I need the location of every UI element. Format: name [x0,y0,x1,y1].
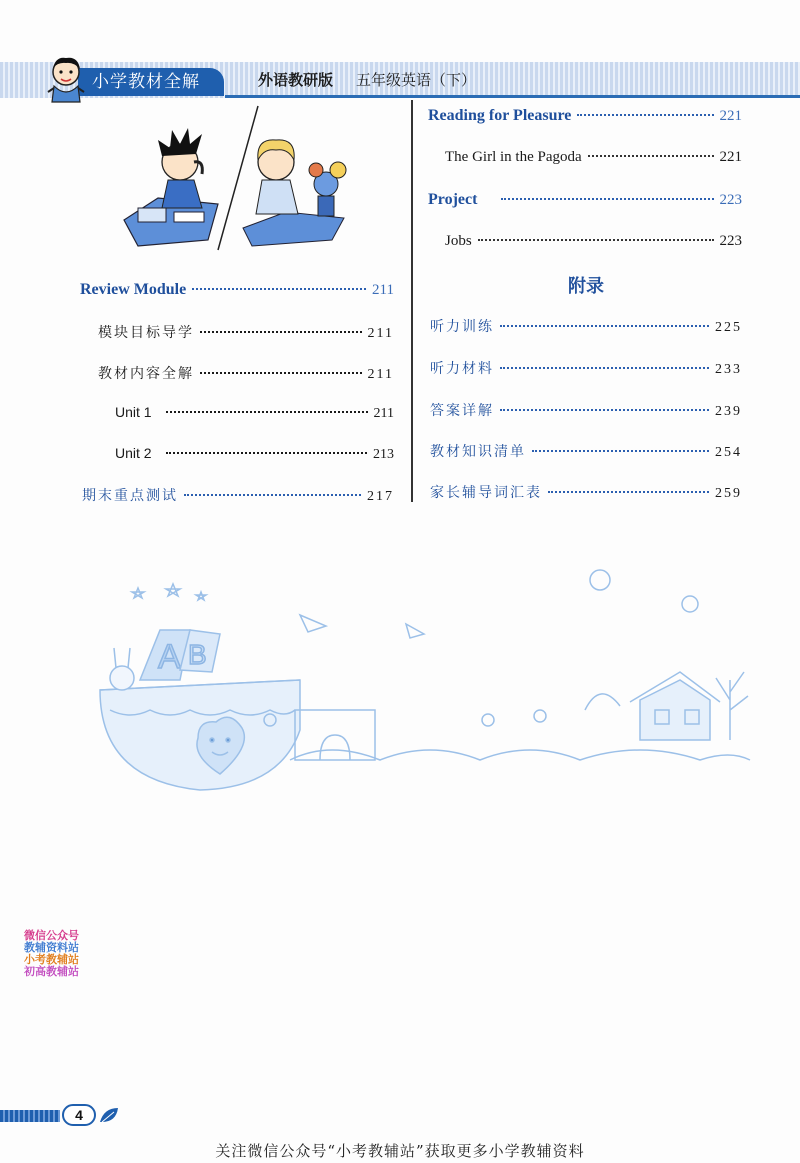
leader-dots [478,239,714,241]
leader-dots [200,372,362,374]
edition-label: 外语教研版 [258,71,334,89]
toc-entry-page: 211 [367,367,394,382]
toc-entry-label: 答案详解 [430,403,494,419]
toc-entry-page: 211 [367,326,394,341]
leader-dots [588,155,714,157]
toc-entry-label: The Girl in the Pagoda [445,149,582,165]
toc-entry-unit-2[interactable] [115,445,394,467]
toc-entry-page: 221 [719,108,742,124]
toc-entry-label: Unit 2 [115,445,152,461]
toc-entry-listening-training[interactable] [430,316,742,338]
svg-text:A: A [158,638,181,676]
toc-entry-girl-in-pagoda[interactable] [445,149,742,171]
footer-note: 关注微信公众号“小考教辅站”获取更多小学教辅资料 [215,1142,585,1160]
toc-entry-label: 听力材料 [430,361,494,377]
leaf-icon [98,1104,120,1126]
leader-dots [577,114,713,116]
leader-dots [500,325,709,327]
leader-dots [200,331,362,333]
phone-call-illustration [118,100,368,260]
watermark-line: 微信公众号 [24,929,79,942]
toc-entry-label: Reading for Pleasure [428,107,572,124]
watermark-line: 初高教辅站 [24,965,79,978]
toc-entry-label: 模块目标导学 [98,325,194,341]
toc-entry-page: 223 [719,192,742,208]
toc-entry-page: 211 [373,406,394,421]
leader-dots [192,288,366,290]
leader-dots [166,452,367,454]
page-number: 4 [62,1104,96,1126]
toc-entry-label: Review Module [80,281,187,298]
toc-entry-answer-details[interactable] [430,400,742,422]
toc-entry-page: 213 [373,447,394,462]
leader-dots [501,198,713,200]
toc-entry-page: 254 [715,445,742,460]
toc-entry-label: 家长辅导词汇表 [430,485,542,501]
toc-entry-label: 教材内容全解 [98,366,194,382]
watermark-line: 教辅资料站 [24,941,79,954]
leader-dots [532,450,709,452]
svg-text:B: B [188,639,207,670]
leader-dots [166,411,368,413]
toc-entry-page: 217 [367,489,394,504]
toc-entry-label: 听力训练 [430,319,494,335]
toc-entry-parent-vocabulary[interactable] [430,482,742,504]
toc-entry-knowledge-list[interactable] [430,441,742,463]
leader-dots [500,409,709,411]
toc-entry-textbook-content[interactable] [98,363,394,385]
toc-entry-label: Unit 1 [115,404,152,420]
toc-entry-project[interactable] [428,191,742,213]
footer-band [0,1104,800,1126]
watermark-stack [24,930,79,978]
toc-entry-page: 221 [719,149,742,165]
appendix-title: 附录 [568,276,604,297]
grade-label: 五年级英语（下） [356,71,477,89]
watermark-line: 小考教辅站 [24,953,79,966]
toc-entry-listening-materials[interactable] [430,358,742,380]
boy-mascot-icon [40,52,92,104]
leader-dots [548,491,709,493]
toc-entry-label: Project [428,191,478,208]
toc-entry-label: Jobs [445,233,472,249]
toc-entry-review-module[interactable] [80,281,394,303]
toc-entry-label: 教材知识清单 [430,444,526,460]
leader-dots [184,494,361,496]
column-divider [411,100,413,502]
series-title: 小学教材全解 [78,68,224,96]
toc-entry-module-goals[interactable] [98,322,394,344]
toc-entry-final-test[interactable] [82,485,394,507]
toc-entry-page: 259 [715,486,742,501]
toc-entry-label: 期末重点测试 [82,488,178,504]
toc-entry-page: 239 [715,404,742,419]
decorative-abc-illustration [80,560,760,820]
toc-entry-page: 233 [715,362,742,377]
toc-entry-jobs[interactable] [445,233,742,255]
toc-entry-page: 211 [372,282,394,298]
toc-entry-unit-1[interactable] [115,404,394,426]
toc-entry-page: 223 [719,233,742,249]
toc-entry-page: 225 [715,320,742,335]
leader-dots [500,367,709,369]
toc-entry-reading-for-pleasure[interactable] [428,107,742,129]
